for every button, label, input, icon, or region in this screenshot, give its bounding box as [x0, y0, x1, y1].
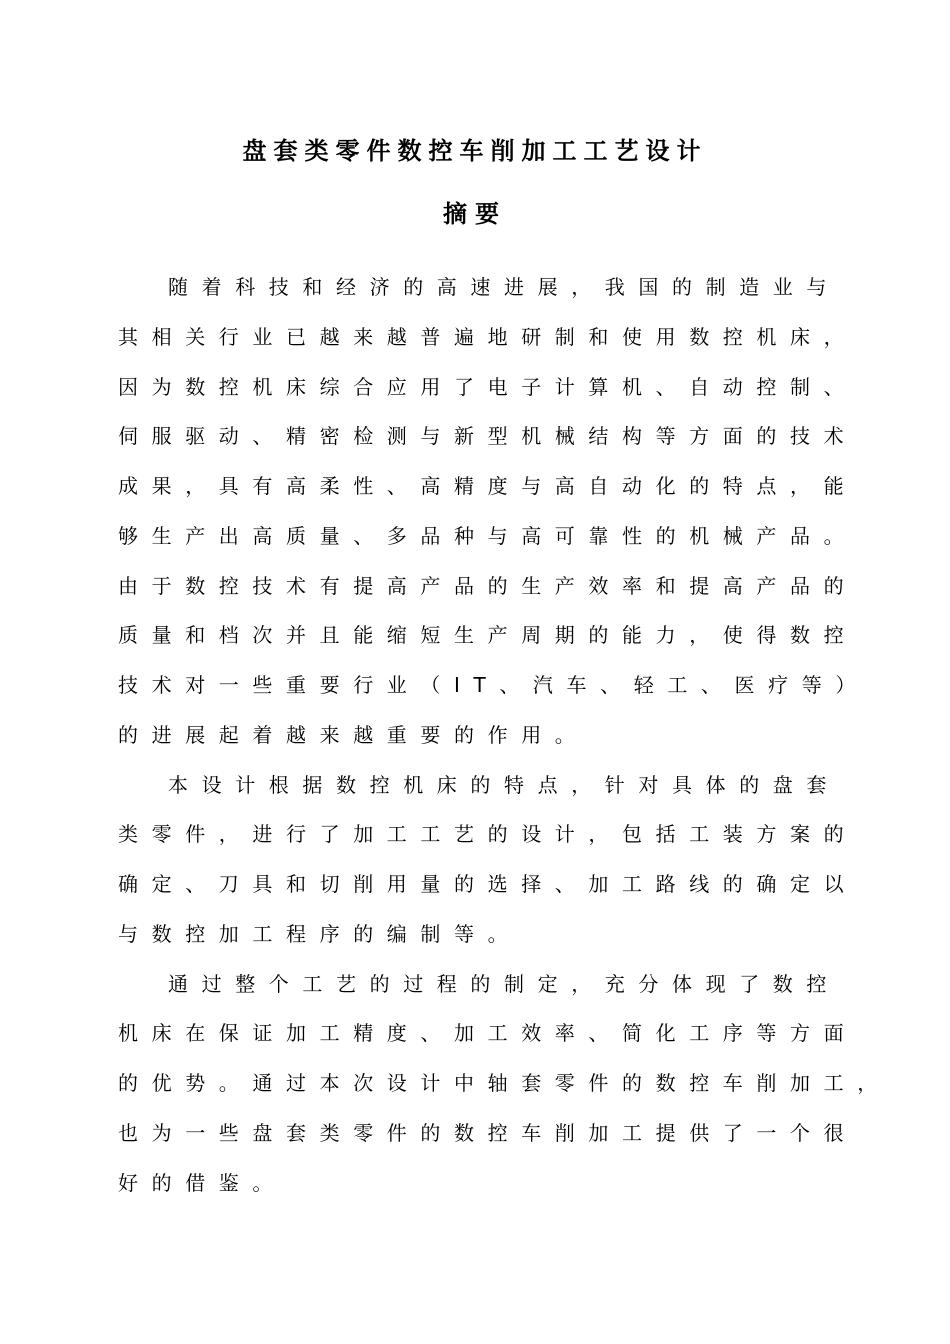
paragraph-line: 确定、刀具和切削用量的选择、加工路线的确定以: [118, 872, 858, 896]
abstract-heading: 摘要: [443, 200, 507, 228]
paragraph-line: 成果，具有高柔性、高精度与高自动化的特点，能: [118, 474, 858, 498]
paragraph-line: 随着科技和经济的高速进展，我国的制造业与: [168, 275, 840, 299]
paragraph-line: 类零件，进行了加工工艺的设计，包括工装方案的: [118, 822, 858, 846]
document-title: 盘套类零件数控车削加工工艺设计: [242, 137, 708, 165]
paragraph-line: 的进展起着越来越重要的作用。: [118, 723, 589, 747]
paragraph-line: 由于数控技术有提高产品的生产效率和提高产品的: [118, 574, 858, 598]
paragraph-line: 其相关行业已越来越普遍地研制和使用数控机床，: [118, 325, 858, 349]
paragraph-line: 因为数控机床综合应用了电子计算机、自动控制、: [118, 375, 858, 399]
paragraph-line: 与数控加工程序的编制等。: [118, 922, 522, 946]
paragraph-line: 机床在保证加工精度、加工效率、简化工序等方面: [118, 1021, 858, 1045]
paragraph-line: 也为一些盘套类零件的数控车削加工提供了一个很: [118, 1121, 858, 1145]
paragraph-line: 好的借鉴。: [118, 1171, 286, 1195]
paragraph-line: 通过整个工艺的过程的制定，充分体现了数控: [168, 972, 840, 996]
paragraph-line: 的优势。通过本次设计中轴套零件的数控车削加工，: [118, 1071, 891, 1095]
paragraph-line: 质量和档次并且能缩短生产周期的能力，使得数控: [118, 623, 858, 647]
paragraph-line: 本设计根据数控机床的特点，针对具体的盘套: [168, 773, 840, 797]
paragraph-line: 伺服驱动、精密检测与新型机械结构等方面的技术: [118, 424, 858, 448]
paragraph-line: 技术对一些重要行业（IT、汽车、轻工、医疗等）: [118, 673, 869, 697]
paragraph-line: 够生产出高质量、多品种与高可靠性的机械产品。: [118, 524, 858, 548]
